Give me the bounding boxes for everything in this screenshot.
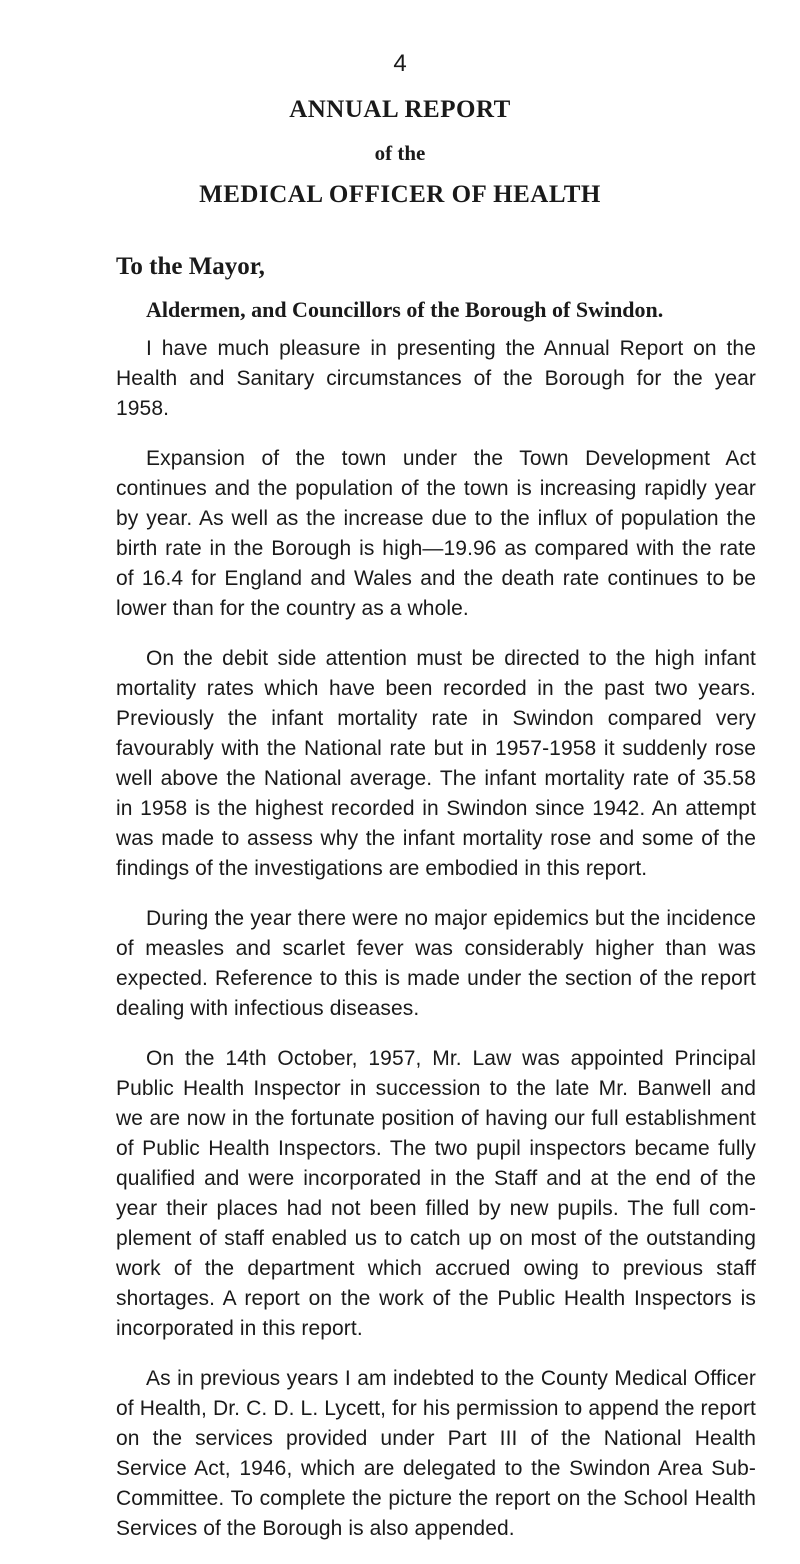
paragraph-intro: I have much pleasure in presenting the Annual Report on the Health and Sanitary circumstances of the Borough for the year 1958. <box>116 337 756 420</box>
paragraph-expansion: Expansion of the town under the Town Development Act continues and the population of the town is increasing rapidly year by year. As well as the increase due to the influx of population the birth rate in the Borough is high—19.96 as compared with the rate of 16.4 for England and Wales and the death rate continues to be lower than for the country as a whole. <box>116 447 756 620</box>
addressee: Aldermen, and Councillors of the Borough of Swindon. <box>146 297 664 322</box>
report-title-connector: of the <box>374 141 426 165</box>
report-title: ANNUAL REPORT <box>289 96 511 123</box>
salutation: To the Mayor, <box>116 253 265 280</box>
paragraph-acknowledgement: As in previous years I am indebted to the County Medical Officer of Health, Dr. C. D. L. Lycett, for his permission to append the report on the services provided under Part III of the National Health Service Act, 1946, which are delegated to the Swindon Area Sub-Committee. To complete the picture the report on the School Health Services of the Borough is also appended. <box>116 1367 756 1540</box>
paragraph-infant-mortality: On the debit side attention must be directed to the high infant mortality rates which have been recorded in the past two years. Previously the infant mortality rate in Swindon compared very favourably with the National rate but in 1957-1958 it suddenly rose well above the National average. The infant mortality rate of 35.58 in 1958 is the highest recorded in Swindon since 1942. An attempt was made to assess why the infant mortality rose and some of the findings of the investigations are embodied in this report. <box>116 647 756 880</box>
report-title-office: MEDICAL OFFICER OF HEALTH <box>199 181 601 208</box>
paragraph-staff: On the 14th October, 1957, Mr. Law was appointed Principal Public Health Inspector in succession to the late Mr. Banwell and we are now in the fortunate position of having our full establishment of Public Health Inspectors. The two pupil inspectors became fully qualified and were incorporated in the Staff and at the end of the year their places had not been filled by new pupils. The full complement of staff enabled us to catch up on most of the outstanding work of the department which accrued owing to previous staff shortages. A report on the work of the Public Health Inspectors is incorporated in this report. <box>116 1047 756 1340</box>
paragraph-epidemics: During the year there were no major epidemics but the incidence of measles and scarlet fever was considerably higher than was expected. Reference to this is made under the section of the report dealing with infectious diseases. <box>116 907 756 1020</box>
report-body <box>116 334 756 1564</box>
page-number: 4 <box>393 50 407 77</box>
